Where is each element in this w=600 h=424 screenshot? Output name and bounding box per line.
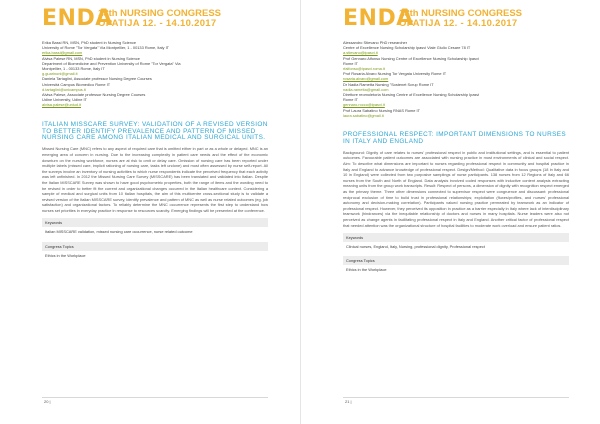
abstract-body [343,40,569,275]
topics-text: Ethics in the Workplace [346,267,387,273]
author-line: Udine University, Udine IT [42,97,87,103]
author-line: Alvisa Palese, Associate professor Nursing Degree Courses [42,92,146,98]
topics-box [343,256,569,274]
author-email-link[interactable]: gennaro.rocco@ipasvi.it [343,102,385,108]
author-line: University of Rome "Tor Vergata" Via Montpellier, 1 - 00133 Rome, Italy IT [42,45,170,51]
congress-name: 13th NURSING CONGRESS [399,8,522,19]
topics-box [42,242,268,260]
right-page [300,0,600,424]
keywords-box [42,218,268,236]
abstract-title: PROFESSIONAL RESPECT: IMPORTANT DIMENSIONS TO NURSES IN ITALY AND ENGLAND [343,131,567,145]
abstract-text: Background: Dignity of care relates to nurses' professional respect in public and institutional settings, and is essential to patient outcomes. Favourable patient outcomes are associated with nursing practice in most environments of clinical and social respect. Aim: To describe what dimensions are important to nurses regarding professional respect in community and hospital practice in Italy and England to advance knowledge of professional respect. Design/Method: Qualitative data in focus groups (18 in Italy and 10 in England) were collected from two purposive samplings of nurse participants. 138 nurses from 12 Regions of Italy and 66 nurses from the South and North of England. Data analysis involved coded responses with inductive content analysis extracting meaning units from the group work transcripts. Result: Respect of persons, a dimension of dignity with recognition respect emerged as the primary theme. Three other dimensions connected to supervisor respect were congruence and discussant: professional reciprocal exclusion of time to build trust in professional relationships; exploitation (fluxes/profiles, and nurses' professional autonomy and decision-making correlation). Participants valued nursing practice permeated by teamwork as an indicator of professional respect. However, they perceived its opposition in practice as a barrier especially in Italy where lack of interdisciplinary teamwork (hindrances) via the inequitable relationship of doctors and nurses in many hospitals. Nurse leaders were also not perceived as change agents in facilitating professional respect in Italy and England. Another critical factor of professional respect that needed attention was the organizational structure of hospital facilities to moderate work overload and ensure patient ratios. [343,149,569,228]
keywords-text: Italian MISSCARE validation, missed nursing care occurrence, nurse related outcome [45,229,193,235]
congress-dates: OPATIJA 12. - 14.10.2017 [399,18,518,29]
author-email-link[interactable]: alvisa.palese@uniud.it [42,102,81,108]
author-email-link[interactable]: a.stievano@ipasvi.it [343,50,378,56]
congress-title [399,9,522,29]
congress-dates: OPATIJA 12. - 14.10.2017 [98,18,217,29]
author-line: Rome IT [343,97,358,103]
abstract-text: Missed Nursing Care (MNC) refers to any aspect of required care that is omitted either in part or as a whole or delayed. MNC is an emerging area of concern in nursing. Due to the increasing complexity in patient care needs and the effect of the economic downturn on the nursing workforce, nurses are at risk to omit or delay care. Omission of nursing care has been reported under multiple labels (missed care, implicit rationing of nursing care, tasks left undone) and most often assessed by nurse self-report. All the surveys involve an inventory of nursing activities to which nurse respondents indicate the perceived frequency that each activity was left unfinished. In 2012 the Missed Nursing Care Survey (MISSCARE) has been translated and validated into Italian. Despite the Italian MISSCARE Survey was shown to have good psychometric properties, both the range of items and the wording need to be revised in order to better fit the current and organizational changes occurred in the Italian healthcare context. Considering a sample of medical and surgical units from 10 Italian hospitals, the aim of this multicentre cross-sectional study is to validate a revised version of the Italian MISSCARE survey, identify prevalence and pattern of MNC as well as nurse related outcomes (eg. job satisfaction) and organizational factors. To reliably determine the MNC occurrence represents the first step to understand how nurses set priorities in everyday practice in response to resources scarcity. Emerging findings will be presented at the conference. [42,146,268,213]
page-number: 20 | [44,399,51,404]
author-line: Prof Laura Sabatino Nursing RNAS Rome IT [343,107,420,113]
page-number: 21 | [345,399,352,404]
congress-name: 13th NURSING CONGRESS [98,8,221,19]
author-line: Alvisa Palese RN, MSN, PhD student in Nursing Science [42,55,140,61]
author-line: Università Campus Biomedico Rome IT [42,81,111,87]
author-email-link[interactable]: d.tartaglini@unicampus.it [42,86,86,92]
topics-heading: Congress Topics [42,242,268,251]
enda-logo: ENDA [42,6,113,31]
author-email-link[interactable]: rosaria.alvaro@gmail.com [343,76,389,82]
keywords-text: Clinical nurses, England, Italy, Nursing, professional dignity, Professional respect [346,244,485,250]
keywords-heading: Keywords [42,218,268,227]
author-line: Alessandro Stievano PhD researcher [343,40,408,45]
abstract-title: ITALIAN MISSCARE SURVEY: VALIDATION OF A REVISED VERSION TO BETTER IDENTIFY PREVALENCE AND PATTERN OF MISSED NURSING CARE AMONG ITALIAN MEDICAL AND SURGICAL UNITS. [42,120,268,142]
author-line: Erika Bassi RN, MSN, PhD student in Nursing Science [42,40,137,45]
author-line: Dr Nadia Rametta Nursing "Sostenet Scrup Rome IT [343,81,434,87]
footer-rule [343,397,569,398]
enda-logo: ENDA [343,6,414,31]
author-line: Daniela Tartaglini, Associate professor Nursing Degree Courses [42,76,152,82]
author-email-link[interactable]: g.guarinoni@gmail.it [42,71,78,77]
author-email-link[interactable]: erika.bassi@gmail.com [42,50,83,56]
topics-heading: Congress Topics [343,256,569,265]
author-email-link[interactable]: rfalfonso@ipasvi.roma.it [343,66,385,72]
author-line: Montpellier, 1 - 00133 Rome, Italy IT [42,66,105,72]
topics-text: Ethics in the Workplace [45,252,86,258]
author-email-link[interactable]: laura.sabatino@gmail.it [343,112,384,118]
congress-title [98,9,221,29]
footer-rule [42,397,268,398]
keywords-heading: Keywords [343,233,569,242]
keywords-box [343,233,569,251]
author-line: Prof Rosaria Alvaro Nursing Tor Vergata University Rome IT [343,71,447,77]
author-email-link[interactable]: nadia.rametta@gmail.com [343,86,389,92]
author-line: Rome IT [343,60,358,66]
author-line: Prof Gennaro Alfonso Nursing Centre of Excellence Nursing Scholarship Ipasvi [343,55,479,61]
author-line: Department of Biomedicine and Prevention University of Rome "Tor Vergata" Via [42,60,181,66]
author-line: Direttore reomoletoria Nursing Centre of Excellence Nursing Scholarship Ipasvi [343,92,480,98]
author-line: Centre of Excellence Nursing Scholarship Ipasvi Viale Giulio Cesare 78 IT [343,45,471,51]
author-list [343,40,569,118]
abstract-body [42,40,268,260]
author-list [42,40,268,108]
